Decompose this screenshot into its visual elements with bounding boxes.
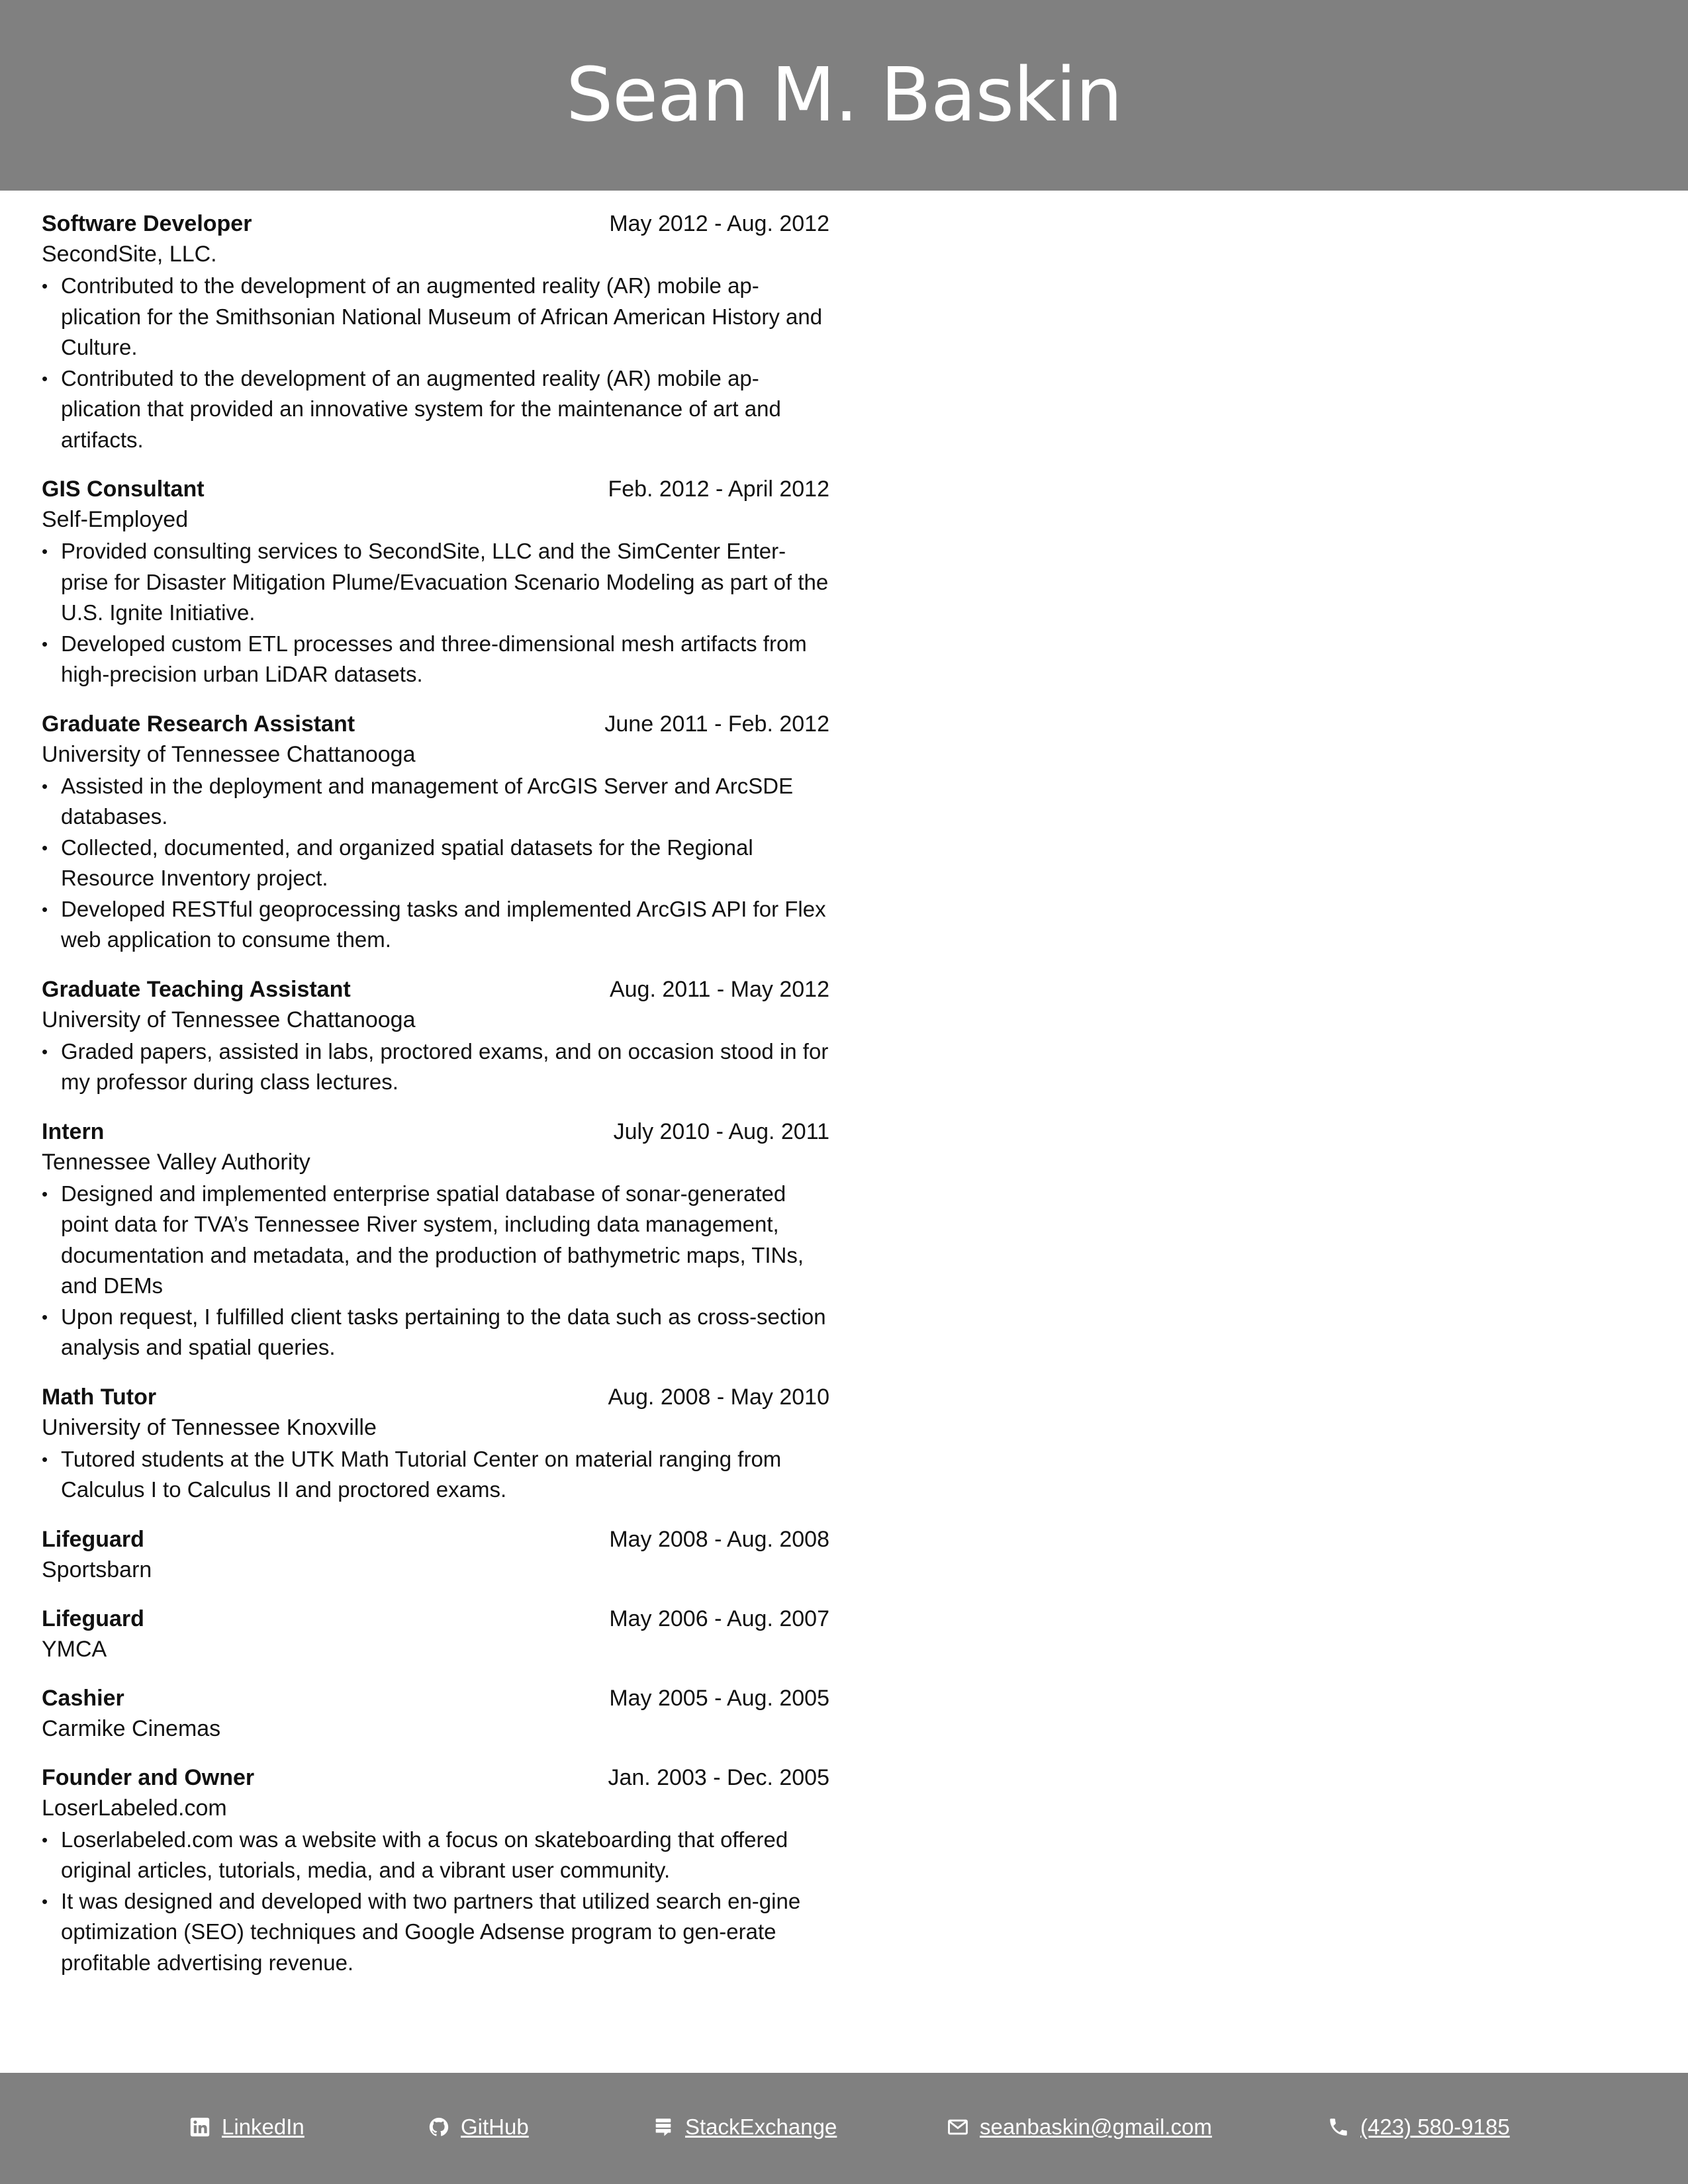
job-company: University of Tennessee Chattanooga	[42, 741, 416, 767]
bullet-item: • Assisted in the deployment and management of ArcGIS Server and ArcSDE databases.	[42, 771, 829, 833]
job-title: Intern	[42, 1118, 105, 1144]
bullet-item: • Contributed to the development of an augmented reality (AR) mobile ap-plication for the Smithsonian National Museum of African American History and Culture.	[42, 271, 829, 363]
job-dates: Aug. 2008 - May 2010	[608, 1384, 829, 1410]
job-dates: May 2006 - Aug. 2007	[609, 1606, 829, 1631]
job-company: SecondSite, LLC.	[42, 242, 217, 267]
job-bullets	[42, 271, 829, 455]
job-entry	[42, 1762, 829, 1979]
github-icon	[428, 2116, 450, 2138]
job-company: University of Tennessee Knoxville	[42, 1414, 377, 1440]
job-title: Founder and Owner	[42, 1764, 255, 1790]
experience-section	[42, 208, 829, 1997]
stackexchange-icon	[652, 2116, 675, 2138]
job-header	[42, 1683, 829, 1713]
bullet-item: • Contributed to the development of an augmented reality (AR) mobile ap-plication that provided an innovative system for the maintenance of art and artifacts.	[42, 363, 829, 456]
job-dates: May 2012 - Aug. 2012	[609, 211, 829, 236]
job-header	[42, 1524, 829, 1555]
bullet-item: • It was designed and developed with two partners that utilized search en-gine optimization (SEO) techniques and Google Adsense program to gen-erate profitable advertising revenue.	[42, 1886, 829, 1979]
job-bullets	[42, 536, 829, 690]
job-header	[42, 1116, 829, 1147]
github-link[interactable]	[428, 2113, 529, 2142]
job-dates: June 2011 - Feb. 2012	[604, 711, 829, 737]
job-title: Math Tutor	[42, 1384, 157, 1410]
bullet-item: • Loserlabeled.com was a website with a focus on skateboarding that offered original articles, tutorials, media, and a vibrant user community.	[42, 1825, 829, 1886]
job-title: Lifeguard	[42, 1526, 144, 1552]
bullet-item: • Tutored students at the UTK Math Tutorial Center on material ranging from Calculus I to Calculus II and proctored exams.	[42, 1444, 829, 1506]
email-label: seanbaskin@gmail.com	[980, 2115, 1212, 2139]
linkedin-link[interactable]	[189, 2113, 305, 2142]
job-company: YMCA	[42, 1636, 107, 1662]
job-entry	[42, 1382, 829, 1506]
job-bullets	[42, 1179, 829, 1363]
bullet-item: • Designed and implemented enterprise spatial database of sonar-generated point data for TVA’s Tennessee River system, including data management, documentation and metadata, and the production of bathymetric maps, TINs, and DEMs	[42, 1179, 829, 1302]
github-label: GitHub	[461, 2115, 529, 2139]
job-bullets	[42, 1036, 829, 1098]
job-company: University of Tennessee Chattanooga	[42, 1007, 416, 1032]
job-bullets	[42, 771, 829, 956]
bullet-item: • Developed custom ETL processes and three-dimensional mesh artifacts from high-precision urban LiDAR datasets.	[42, 629, 829, 690]
mail-icon	[947, 2116, 969, 2138]
job-company: Sportsbarn	[42, 1557, 152, 1582]
job-dates: July 2010 - Aug. 2011	[613, 1118, 829, 1144]
job-header	[42, 974, 829, 1005]
job-entry	[42, 474, 829, 690]
job-header	[42, 709, 829, 739]
job-bullets	[42, 1444, 829, 1506]
job-title: GIS Consultant	[42, 477, 205, 502]
job-title: Cashier	[42, 1685, 124, 1711]
bullet-item: • Developed RESTful geoprocessing tasks and implemented ArcGIS API for Flex web application to consume them.	[42, 894, 829, 956]
job-entry	[42, 709, 829, 956]
job-entry	[42, 1604, 829, 1664]
stackexchange-link[interactable]	[652, 2113, 837, 2142]
bullet-item: • Provided consulting services to SecondSite, LLC and the SimCenter Enter-prise for Disaster Mitigation Plume/Evacuation Scenario Modeling as part of the U.S. Ignite Initiative.	[42, 536, 829, 629]
job-company: Carmike Cinemas	[42, 1715, 221, 1741]
job-company: Self-Employed	[42, 507, 189, 532]
job-entry	[42, 1116, 829, 1363]
header-band	[0, 0, 1688, 191]
job-dates: Feb. 2012 - April 2012	[608, 477, 829, 502]
phone-label: (423) 580-9185	[1360, 2115, 1510, 2139]
job-title: Graduate Research Assistant	[42, 711, 355, 737]
job-entry	[42, 208, 829, 455]
bullet-item: • Collected, documented, and organized spatial datasets for the Regional Resource Inventory project.	[42, 833, 829, 894]
job-company: Tennessee Valley Authority	[42, 1149, 310, 1175]
email-link[interactable]	[947, 2113, 1212, 2142]
linkedin-label: LinkedIn	[222, 2115, 305, 2139]
job-company: LoserLabeled.com	[42, 1795, 227, 1821]
phone-link[interactable]	[1327, 2113, 1510, 2142]
page-title: Sean M. Baskin	[566, 52, 1122, 138]
bullet-item: • Upon request, I fulfilled client tasks pertaining to the data such as cross-section analysis and spatial queries.	[42, 1302, 829, 1363]
phone-icon	[1327, 2116, 1350, 2138]
job-entry	[42, 974, 829, 1098]
job-dates: Jan. 2003 - Dec. 2005	[608, 1764, 829, 1790]
job-dates: Aug. 2011 - May 2012	[609, 976, 829, 1002]
job-bullets	[42, 1825, 829, 1979]
stackexchange-label: StackExchange	[685, 2115, 837, 2139]
job-header	[42, 1604, 829, 1634]
linkedin-icon	[189, 2116, 211, 2138]
job-dates: May 2005 - Aug. 2005	[609, 1685, 829, 1711]
job-header	[42, 474, 829, 504]
job-title: Graduate Teaching Assistant	[42, 976, 351, 1002]
job-entry	[42, 1524, 829, 1585]
job-entry	[42, 1683, 829, 1744]
job-header	[42, 1762, 829, 1793]
bullet-item: • Graded papers, assisted in labs, proctored exams, and on occasion stood in for my professor during class lectures.	[42, 1036, 829, 1098]
job-title: Lifeguard	[42, 1606, 144, 1631]
job-title: Software Developer	[42, 211, 252, 236]
job-dates: May 2008 - Aug. 2008	[609, 1526, 829, 1552]
job-header	[42, 1382, 829, 1412]
footer-band	[0, 2073, 1688, 2184]
job-header	[42, 208, 829, 239]
